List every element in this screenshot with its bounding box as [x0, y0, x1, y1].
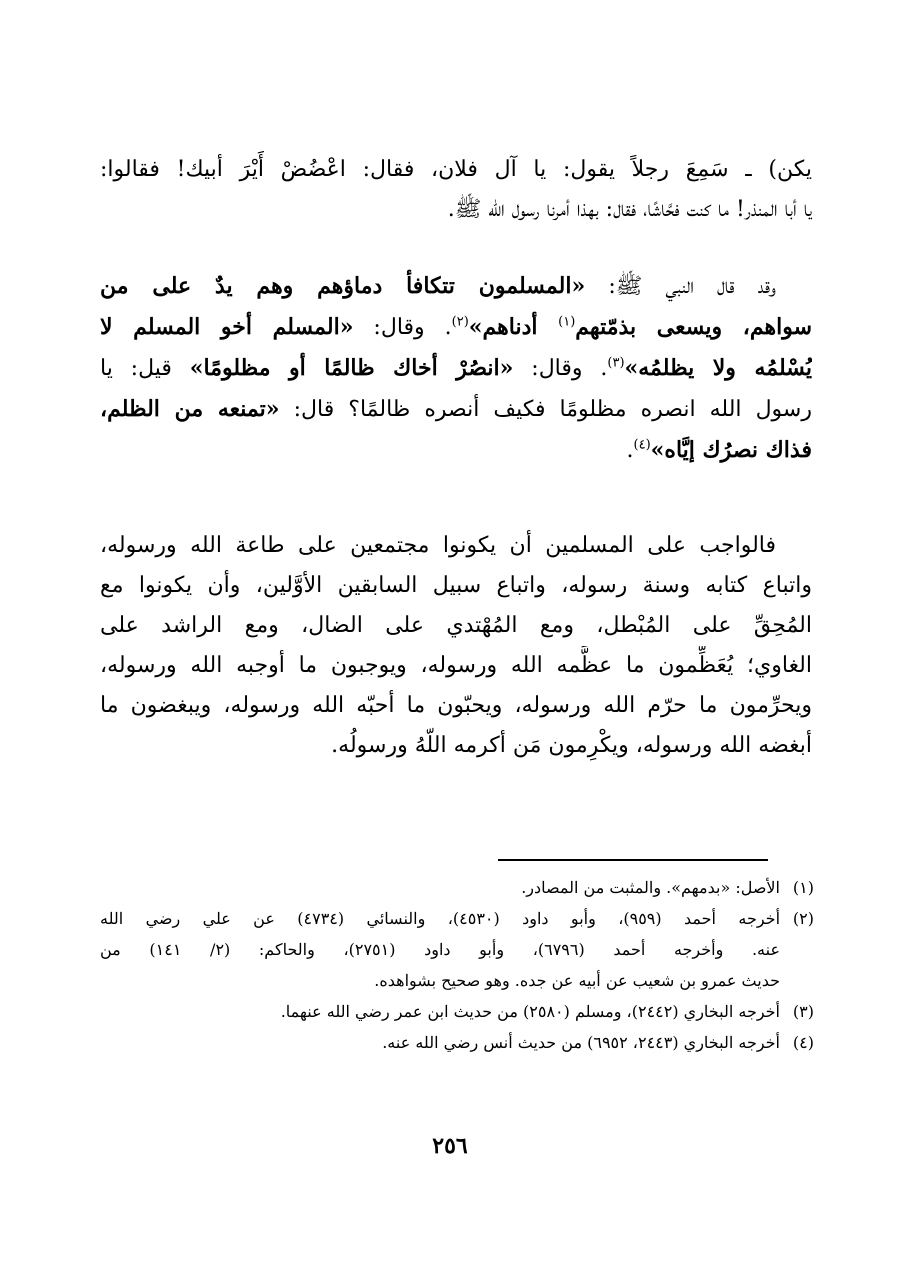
- footnote-number: (٣): [792, 1002, 814, 1021]
- hadith-quote: «تمنعه من الظلم،: [100, 396, 280, 422]
- text-run: . وقال:: [513, 356, 608, 381]
- footnote-divider: [498, 859, 768, 861]
- footnote-text: [100, 1027, 780, 1058]
- footnote-number: (٤): [792, 1033, 814, 1052]
- text-line: أبغضه الله ورسوله، ويكْرِمون مَن أكرمه اللّهُ ورسولُه.: [331, 733, 812, 758]
- footnote-ref-4: (٤): [633, 437, 651, 453]
- footnote-line: الأصل: «بدمهم». والمثبت من المصادر.: [521, 878, 780, 897]
- text-line: ويحرِّمون ما حرّم الله ورسوله، ويحبّون ما أحبّه الله ورسوله، ويبغضون ما: [100, 693, 812, 718]
- footnote-line: عنه. وأخرجه أحمد (٦٧٩٦)، وأبو داود (٢٧٥١)، والحاكم: (٢/ ١٤١) من: [100, 940, 780, 959]
- footnote-3: [100, 996, 814, 1027]
- hadith-quote: «المسلمون تتكافأ دماؤهم وهم يدٌ على من: [100, 273, 586, 299]
- footnote-ref-1: (١): [558, 314, 576, 330]
- footnotes: [100, 872, 814, 1058]
- text-line: واتباع كتابه وسنة رسوله، واتباع سبيل السابقين الأوَّلين، وأن يكونوا مع: [100, 573, 812, 598]
- text-run: .: [626, 438, 634, 463]
- paragraph-continued: [100, 150, 812, 230]
- paragraph-hadith: [100, 266, 812, 471]
- text-line: [100, 307, 812, 348]
- footnote-ref-3: (٣): [607, 355, 625, 371]
- hadith-quote: فذاك نصرُك إيَّاه»: [650, 437, 812, 463]
- text-line: [100, 430, 812, 471]
- text-line: المُحِقِّ على المُبْطل، ومع المُهْتدي على الضال، ومع الراشد على: [100, 613, 812, 638]
- footnote-text: [100, 872, 780, 903]
- footnote-1: [100, 872, 814, 903]
- footnote-text: [100, 903, 780, 996]
- text-line: يكن) ـ سَمِعَ رجلاً يقول: يا آل فلان، فقال: اعْضُضْ أَيْرَ أبيك! فقالوا:: [100, 157, 812, 182]
- footnote-line: أخرجه أحمد (٩٥٩)، وأبو داود (٤٥٣٠)، والنسائي (٤٧٣٤) عن علي رضي الله: [100, 909, 780, 928]
- text-run: رسول الله انصره مظلومًا فكيف أنصره ظالمًا؟ قال:: [279, 397, 812, 422]
- hadith-quote: «المسلم أخو المسلم لا: [100, 314, 354, 340]
- footnote-line: حديث عمرو بن شعيب عن أبيه عن جده. وهو صحيح بشواهده.: [374, 971, 780, 990]
- text-line: [100, 389, 812, 430]
- text-line: الغاوي؛ يُعَظِّمون ما عظَّمه الله ورسوله، ويوجبون ما أوجبه الله ورسوله،: [100, 653, 812, 678]
- hadith-quote: سواهم، ويسعى بذمّتهم: [575, 314, 812, 340]
- footnote-text: [100, 996, 780, 1027]
- footnote-number: (٢): [792, 909, 814, 928]
- text-line: يا أبا المنذر! ما كنت فحَّاشًا، فقال: بهذا أمرنا رسول الله ﷺ.: [447, 197, 812, 222]
- footnote-ref-2: (٢): [451, 314, 469, 330]
- paragraph-obligation: [100, 526, 812, 766]
- text-line: [100, 348, 812, 389]
- footnote-2: [100, 903, 814, 996]
- footnote-line: أخرجه البخاري (٢٤٤٢)، ومسلم (٢٥٨٠) من حديث ابن عمر رضي الله عنهما.: [280, 1002, 780, 1021]
- hadith-quote: يُسْلمُه ولا يظلمُه»: [624, 355, 812, 381]
- footnote-4: [100, 1027, 814, 1058]
- page-number: ٢٥٦: [432, 1133, 468, 1159]
- text-run: . وقال:: [353, 315, 452, 340]
- text-run: وقد قال النبي ﷺ:: [585, 274, 776, 299]
- text-line: فالواجب على المسلمين أن يكونوا مجتمعين على طاعة الله ورسوله،: [100, 533, 776, 558]
- hadith-quote: أدناهم»: [468, 314, 559, 340]
- text-run: قيل: يا: [100, 356, 190, 381]
- text-line: [100, 266, 812, 307]
- footnote-number: (١): [792, 878, 814, 897]
- footnote-line: أخرجه البخاري (٢٤٤٣، ٦٩٥٢) من حديث أنس رضي الله عنه.: [382, 1033, 780, 1052]
- hadith-quote: «انصُرْ أخاك ظالمًا أو مظلومًا»: [189, 355, 514, 381]
